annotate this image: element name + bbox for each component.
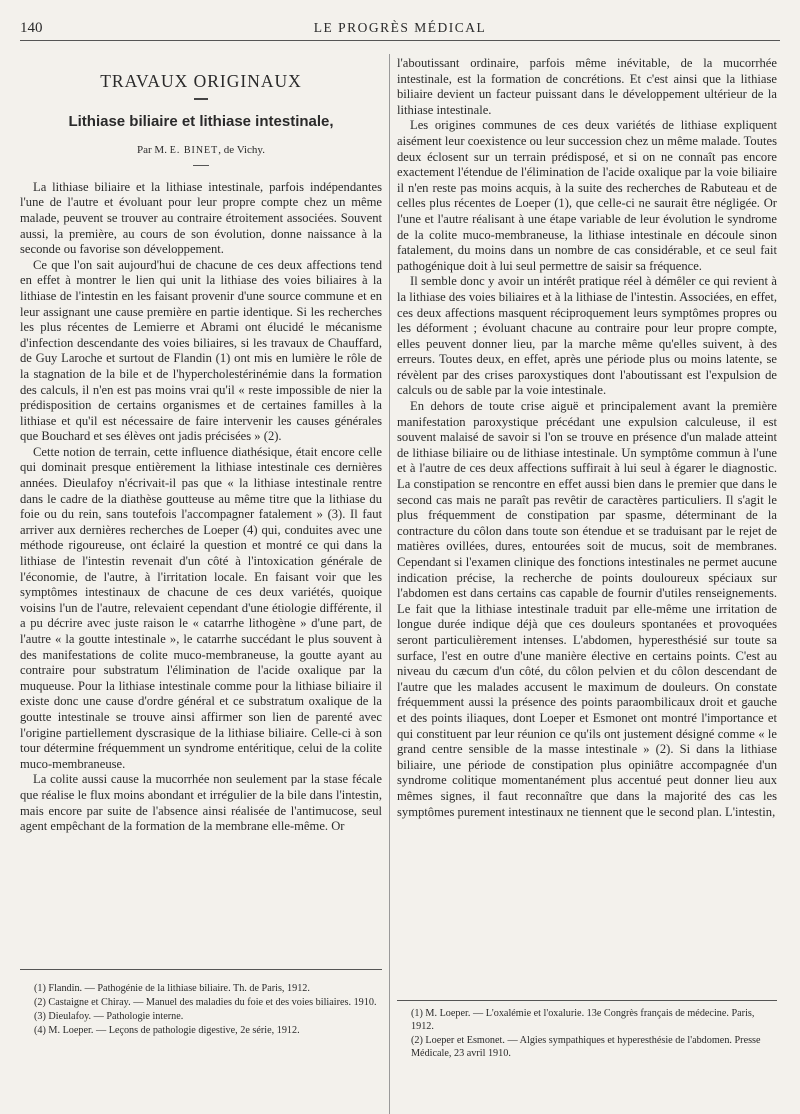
article-title: Lithiase biliaire et lithiase intestinale,: [68, 112, 334, 130]
right-column: [397, 56, 777, 1056]
page-number: 140: [20, 20, 43, 36]
footnotes-right: [397, 1007, 777, 1061]
byline-suffix: , de Vichy.: [218, 144, 265, 157]
footnote: (2) Loeper et Esmonet. — Algies sympathiques et hyperesthésie de l'abdomen. Presse Médicale, 23 avril 1910.: [411, 1035, 761, 1059]
column-divider: [389, 54, 390, 1114]
left-paragraph: La colite aussi cause la mucorrhée non seulement par la stase fécale que réalise le flux moins abondant et irrégulier de la bile dans l'intestin, mais encore par suite de l'absence ainsi réalisée de l'antimucose, seul agent empêchant de la formation de la membrane elle-même. Or: [20, 772, 382, 834]
footnote: (1) M. Loeper. — L'oxalémie et l'oxalurie. 13e Congrès français de médecine. Paris, 1912.: [411, 1008, 755, 1032]
section-dash: [194, 98, 208, 100]
byline-prefix: Par M.: [137, 144, 170, 157]
header-rule: [20, 40, 780, 41]
journal-title: LE PROGRÈS MÉDICAL: [313, 20, 487, 35]
footnote: (1) Flandin. — Pathogénie de la lithiase biliaire. Th. de Paris, 1912.: [34, 983, 310, 994]
footnote: (3) Dieulafoy. — Pathologie interne.: [34, 1011, 184, 1022]
left-paragraph: Cette notion de terrain, cette influence diathésique, était encore celle qui dominait presque entièrement la lithiase intestinale ces dernières années. Dieulafoy n'écrivait-il pas que « la lithiase intestinale rentre dans le cadre de la diathèse goutteuse au même titre que la lithiase du foie ou du rein, sans toutefois l'accompagner fatalement » (3). Il faut arriver aux dernières recherches de Loeper (4) qui, conduites avec une méthode rigoureuse, ont éclairé la question et montré ce qui dans la lithiase de l'intestin revenait d'un côté à l'intoxication générale de l'économie, de l'autre, à l'irritation locale. En faisant voir que les symptômes intestinaux de chacune de ces deux variétés, quoique voisins l'un de l'autre, relevaient cependant d'une étiologie différente, il a pu décrire avec juste raison le « catarrhe lithogène » d'une part, de l'autre « la goutte intestinale », le catarrhe succédant le plus souvent à des manifestations de colite muco-membraneuse, la goutte ayant au contraire pour substratum l'élimination de l'acide oxalique par la muqueuse. Pour la lithiase intestinale comme pour la lithiase biliaire il existe donc une cause d'ordre général et ce substratum oxalique de la goutte intestinale se trouve ainsi affirmer son lien de parenté avec l'origine partiellement dyscrasique de la lithiase biliaire. Celle-ci à son tour détermine fréquemment un syndrome entéritique, celui de la colite muco-membraneuse.: [20, 444, 382, 771]
left-paragraph: Ce que l'on sait aujourd'hui de chacune de ces deux affections tend en effet à montrer le lien qui unit la lithiase des voies biliaires à la lithiase de l'intestin en les faisant provenir d'une source commune et en leur assignant une cause première en partie identique. Si les recherches les plus récentes de Lemierre et Abrami ont élucidé le mécanisme d'infection descendante des voies biliaires, si les travaux de Chauffard, de Guy Laroche et surtout de Flandin (1) ont mis en lumière le rôle de la stagnation de la bile et de l'hypercholestérinémie dans la formation des calculs, il n'en est pas moins vrai qu'il « reste impossible de nier la prédisposition de certains organismes et de certaines familles à la lithiase et qu'il est nécessaire de faire intervenir les causes générales que Bouchard et ses élèves ont jadis précisées » (2).: [20, 257, 382, 444]
right-paragraph: En dehors de toute crise aiguë et principalement avant la première manifestation paroxystique précédant une expulsion calculeuse, il est souvent malaisé de savoir si l'on se trouve en présence d'un malade atteint de lithiase biliaire ou de lithiase intestinale. Un symptôme commun à l'une et à l'autre de ces deux affections suffirait à lui seul à égarer le diagnostic. La constipation se rencontre en effet aussi bien dans le premier que dans le second cas mais ne paraît pas revêtir de caractères particuliers. Il s'agit le plus fréquemment de constipation par spasme, déterminant de la contracture du côlon dans toute son étendue et se traduisant par le rejet de matières ovillées, dures, entourées soit de mucus, soit de membranes. Cependant si l'examen clinique des fonctions intestinales ne permet aucune indication précise, la recherche de points douloureux spéciaux sur l'abdomen est dans certains cas capable de fournir d'utiles renseignements. Le fait que la lithiase intestinale traduit par elle-même une irritation de longue durée indique déjà que ces douleurs spontanées et provoquées seront particulièrement intenses. L'abdomen, hyperesthésié sur toute sa surface, l'est en outre d'une manière élective en certains points. C'est au niveau du cæcum d'un côté, du côlon pelvien et du côlon descendant de l'autre que les malades accusent le maximum de douleurs. On constate fréquemment aussi la présence des points paraombilicaux droit et gauche et des points iliaques, dont Loeper et Esmonet ont montré l'importance et qui constituent par leur réunion ce qu'ils ont justement désigné comme « le grand centre sensible de la masse intestinale » (2). Si dans la lithiase biliaire, une période de constipation plus opiniâtre accompagnée d'un syndrome colitique momentanément plus accentué peut donner lieu aux mêmes signes, il faut reconnaître que dans la majorité des cas les symptômes purement intestinaux ne tiennent que le second plan. L'intestin,: [397, 399, 777, 819]
footnotes-left: [20, 982, 382, 1038]
footnote: (4) M. Loeper. — Leçons de pathologie digestive, 2e série, 1912.: [34, 1025, 300, 1036]
byline-author: E. BINET: [169, 145, 219, 157]
left-paragraph: La lithiase biliaire et la lithiase intestinale, parfois indépendantes l'une de l'autre et évoluant pour leur propre compte chez un même malade, peuvent se trouver au contraire étroitement associées. Souvent aussi, la première, au cours de son évolution, donne naissance à la seconde ou favorise son développement.: [20, 179, 382, 257]
footnote-rule-right: [397, 1000, 777, 1001]
right-paragraph: Il semble donc y avoir un intérêt pratique réel à démêler ce qui revient à la lithiase des voies biliaires et à la lithiase de l'intestin. Associées, en effet, ces deux affections masquent réciproquement leurs symptômes propres ou les déforment ; évoluant chacune au contraire pour leur propre compte, elles peuvent donner lieu, par la marche même qu'elles suivent, à des erreurs. Toutes deux, en effet, après une période plus ou moins latente, se révèlent par des crises paroxystiques dont l'aboutissant est l'expulsion de calculs ou de sable par la voie intestinale.: [397, 274, 777, 398]
byline-dash: [193, 165, 209, 166]
footnote: (2) Castaigne et Chiray. — Manuel des maladies du foie et des voies biliaires. 1910.: [34, 997, 377, 1008]
footnote-rule-left: [20, 969, 382, 970]
left-column: [20, 58, 382, 954]
section-title: TRAVAUX ORIGINAUX: [100, 71, 302, 91]
article-byline: [20, 143, 382, 159]
right-paragraph: Les origines communes de ces deux variétés de lithiase expliquent aisément leur coexistence ou leur succession chez un même malade. Toutes deux éclosent sur un terrain prédisposé, et si on ne connaît pas encore exactement l'étendue de l'élimination de l'acide oxalique par la voie biliaire il n'en reste pas moins acquis, à la suite des recherches de Rabuteau et de celles plus récentes de Loeper (1), que celle-ci ne saurait être négligée. Or l'une et l'autre réalisant à une étape variable de leur évolution le syndrome de la colite muco-membraneuse, la lithiase intestinale en découle sinon fatalement, du moins dans un nombre de cas considérable, et ce seul fait pathogénique doit à lui seul permettre de saisir sa fréquence.: [397, 118, 777, 273]
right-paragraph: l'aboutissant ordinaire, parfois même inévitable, de la mucorrhée intestinale, est la formation de concrétions. Et c'est ainsi que la lithiase biliaire devient un facteur puissant dans le développement ultérieur de la lithiase intestinale.: [397, 56, 777, 117]
